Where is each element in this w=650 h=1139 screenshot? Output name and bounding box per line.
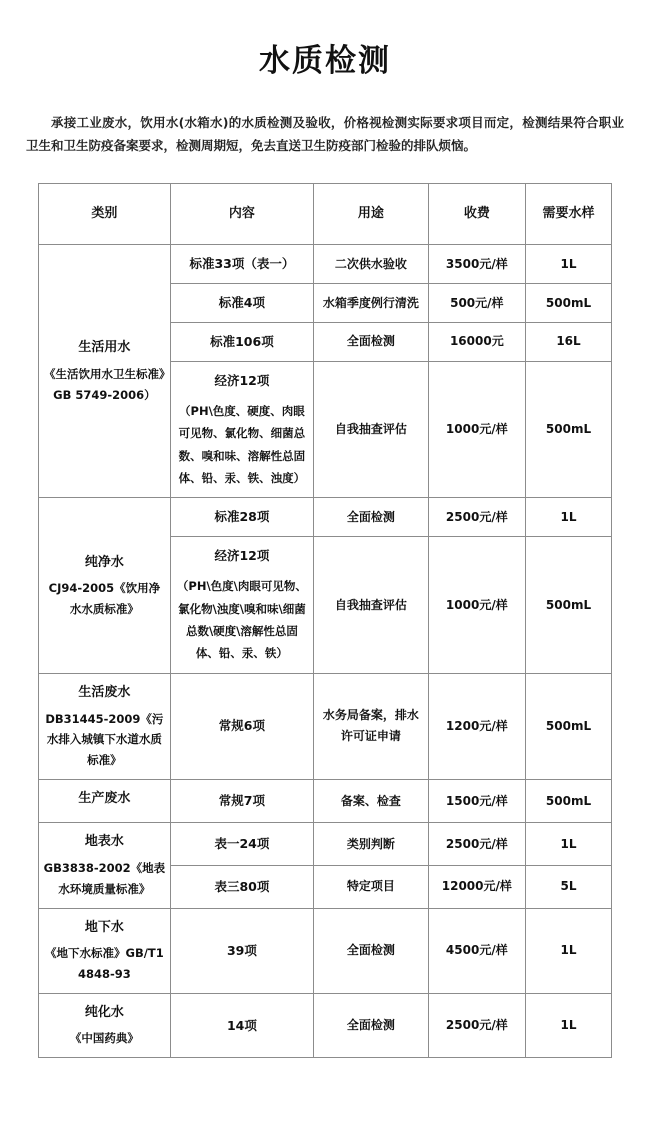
category-cell [39,245,171,498]
use-cell: 全面检测 [314,908,429,993]
content-main: 标准33项（表一） [189,256,295,272]
table-row [39,908,612,993]
content-main: 标准28项 [214,509,270,525]
use-cell: 水箱季度例行清洗 [314,284,429,323]
content-main: 表三80项 [214,878,270,894]
use-cell: 自我抽查评估 [314,361,429,498]
content-main: 表一24项 [214,836,270,852]
category-name: 生活用水 [78,340,131,356]
content-cell [170,537,313,674]
content-main: 常规6项 [218,718,265,734]
category-name: 地表水 [84,834,124,850]
pricing-table-wrapper [0,169,650,1072]
content-cell [170,361,313,498]
category-cell [39,673,171,779]
category-cell [39,908,171,993]
column-header-content: 内容 [170,184,313,245]
content-main: 经济12项 [214,548,270,564]
table-row [39,245,612,284]
category-cell [39,779,171,823]
fee-cell: 2500元/样 [428,993,525,1057]
sample-cell: 1L [526,498,612,537]
use-cell: 二次供水验收 [314,245,429,284]
table-header [39,184,612,245]
category-cell [39,498,171,673]
category-name: 纯化水 [84,1004,124,1020]
content-main: 14项 [226,1017,257,1033]
intro-paragraph: 承接工业废水，饮用水(水箱水)的水质检测及验收，价格视检测实际要求项目而定，检测结果符合职业卫生和卫生防疫备案要求，检测周期短，免去直送卫生防疫部门检验的排队烦恼。 [26,114,624,153]
column-header-category: 类别 [39,184,171,245]
use-cell: 全面检测 [314,498,429,537]
sample-cell: 500mL [526,537,612,674]
table-row [39,823,612,866]
use-cell: 类别判断 [314,823,429,866]
water-test-pricing-table [38,183,612,1058]
table-row [39,498,612,537]
use-cell: 自我抽查评估 [314,537,429,674]
fee-cell: 1500元/样 [428,779,525,823]
sample-cell: 1L [526,245,612,284]
category-standard: 《中国药典》 [69,1031,139,1046]
table-row [39,673,612,779]
table-body [39,245,612,1058]
sample-cell: 1L [526,993,612,1057]
sample-cell: 500mL [526,673,612,779]
table-header-row [39,184,612,245]
column-header-fee: 收费 [428,184,525,245]
fee-cell: 500元/样 [428,284,525,323]
sample-cell: 500mL [526,284,612,323]
content-cell [170,498,313,537]
content-cell [170,323,313,362]
content-main: 常规7项 [218,793,265,809]
sample-cell: 1L [526,908,612,993]
sample-cell: 500mL [526,361,612,498]
table-row [39,993,612,1057]
fee-cell: 2500元/样 [428,823,525,866]
sample-cell: 5L [526,866,612,909]
sample-cell: 1L [526,823,612,866]
category-name: 生产废水 [78,790,131,806]
fee-cell: 1000元/样 [428,537,525,674]
fee-cell: 16000元 [428,323,525,362]
content-detail: （PH\色度、硬度、肉眼可见物、氯化物、细菌总数、嗅和味、溶解性总固体、铅、汞、铁、浊度） [178,403,306,486]
use-cell: 全面检测 [314,993,429,1057]
use-cell: 特定项目 [314,866,429,909]
category-cell [39,823,171,908]
category-name: 生活废水 [78,684,131,700]
fee-cell: 1000元/样 [428,361,525,498]
category-name: 纯净水 [84,554,124,570]
fee-cell: 1200元/样 [428,673,525,779]
category-standard: 《地下水标准》GB/T14848-93 [45,946,164,982]
content-cell [170,284,313,323]
column-header-use: 用途 [314,184,429,245]
content-main: 标准4项 [218,295,265,311]
content-cell [170,673,313,779]
category-standard: GB3838-2002《地表水环境质量标准》 [43,861,166,896]
category-standard: 《生活饮用水卫生标准》GB 5749-2006） [44,367,165,402]
document-page [0,21,650,1072]
content-main: 经济12项 [214,372,270,388]
content-cell [170,993,313,1057]
fee-cell: 4500元/样 [428,908,525,993]
table-row [39,779,612,823]
content-cell [170,866,313,909]
content-cell [170,245,313,284]
category-name: 地下水 [84,919,124,935]
use-cell: 水务局备案，排水许可证申请 [314,673,429,779]
fee-cell: 12000元/样 [428,866,525,909]
page-title: 水质检测 [259,42,391,79]
content-cell [170,823,313,866]
fee-cell: 3500元/样 [428,245,525,284]
sample-cell: 500mL [526,779,612,823]
content-main: 标准106项 [210,334,274,350]
use-cell: 全面检测 [314,323,429,362]
column-header-sample: 需要水样 [526,184,612,245]
content-cell [170,908,313,993]
category-standard: CJ94-2005《饮用净水水质标准》 [48,581,161,617]
sample-cell: 16L [526,323,612,362]
fee-cell: 2500元/样 [428,498,525,537]
category-cell [39,993,171,1057]
content-main: 39项 [226,942,257,958]
category-standard: DB31445-2009《污水排入城镇下水道水质标准》 [45,711,164,768]
content-cell [170,779,313,823]
content-detail: （PH\色度\肉眼可见物、氯化物\浊度\嗅和味\细菌总数\硬度\溶解性总固体、铅、汞、铁） [176,579,307,661]
use-cell: 备案、检查 [314,779,429,823]
